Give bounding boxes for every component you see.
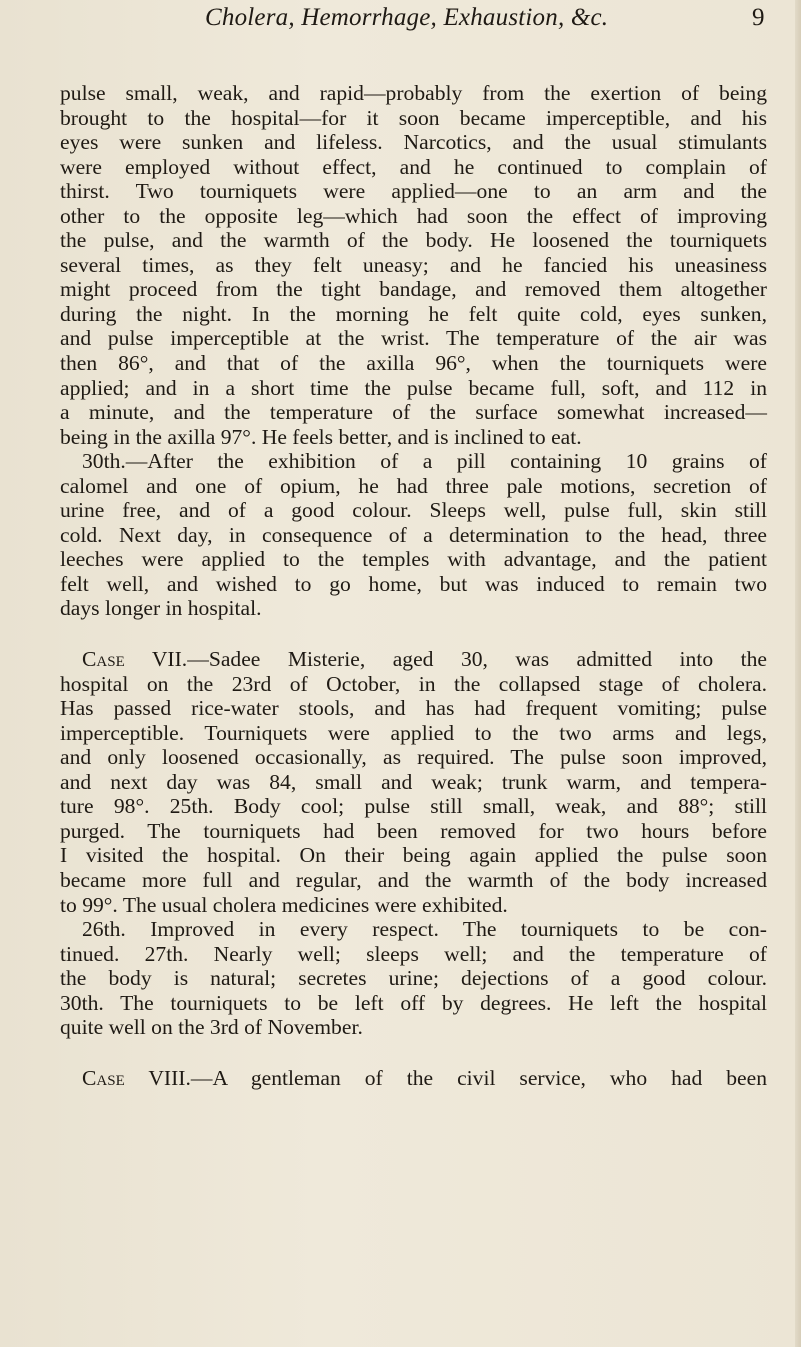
text-line: became more full and regular, and the warmth of the body increased xyxy=(60,867,767,892)
running-title: Cholera, Hemorrhage, Exhaustion, &c. xyxy=(205,4,609,31)
paragraph xyxy=(60,81,767,449)
text-line: ture 98°. 25th. Body cool; pulse still small, weak, and 88°; still xyxy=(60,794,767,819)
text-line: a minute, and the temperature of the surface somewhat increased— xyxy=(60,400,767,425)
text-line xyxy=(60,647,767,672)
case-label: Case VIII. xyxy=(82,1065,191,1090)
text-line: calomel and one of opium, he had three pale motions, secretion of xyxy=(60,473,767,498)
case-paragraph xyxy=(60,647,767,917)
text-line: the pulse, and the warmth of the body. He loosened the tourniquets xyxy=(60,228,767,253)
text-line: hospital on the 23rd of October, in the collapsed stage of cholera. xyxy=(60,671,767,696)
text-line: tinued. 27th. Nearly well; sleeps well; and the temperature of xyxy=(60,941,767,966)
text-line: the body is natural; secretes urine; dejections of a good colour. xyxy=(60,966,767,991)
text-line: eyes were sunken and lifeless. Narcotics, and the usual stimulants xyxy=(60,130,767,155)
text-line: thirst. Two tourniquets were applied—one to an arm and the xyxy=(60,179,767,204)
text-line: might proceed from the tight bandage, and removed them altogether xyxy=(60,277,767,302)
text-line: quite well on the 3rd of November. xyxy=(60,1015,363,1040)
text-line xyxy=(60,1066,767,1091)
paragraph xyxy=(60,449,767,621)
text-line: several times, as they felt uneasy; and he fancied his uneasiness xyxy=(60,252,767,277)
paragraph-gap xyxy=(60,621,767,647)
text-line: brought to the hospital—for it soon became imperceptible, and his xyxy=(60,105,767,130)
text-line: leeches were applied to the temples with advantage, and the patient xyxy=(60,547,767,572)
page-header xyxy=(0,4,801,44)
text-line: to 99°. The usual cholera medicines were exhibited. xyxy=(60,892,508,917)
text-line: days longer in hospital. xyxy=(60,596,262,621)
text-line: 30th.—After the exhibition of a pill containing 10 grains of xyxy=(82,449,767,474)
paragraph-gap xyxy=(60,1040,767,1066)
text-line: urine free, and of a good colour. Sleeps well, pulse full, skin still xyxy=(60,498,767,523)
text-line: cold. Next day, in consequence of a determination to the head, three xyxy=(60,522,767,547)
text-line: and pulse imperceptible at the wrist. The temperature of the air was xyxy=(60,326,767,351)
case-label: Case VII. xyxy=(82,647,188,672)
case-text: —Sadee Misterie, aged 30, was admitted into the xyxy=(187,647,768,672)
text-line: and next day was 84, small and weak; trunk warm, and tempera- xyxy=(60,769,767,794)
text-line: felt well, and wished to go home, but was induced to remain two xyxy=(60,571,767,596)
text-line: I visited the hospital. On their being again applied the pulse soon xyxy=(60,843,767,868)
paragraph xyxy=(60,917,767,1040)
text-line: 30th. The tourniquets to be left off by degrees. He left the hospital xyxy=(60,990,767,1015)
text-line: then 86°, and that of the axilla 96°, when the tourniquets were xyxy=(60,351,767,376)
text-line: purged. The tourniquets had been removed for two hours before xyxy=(60,818,767,843)
page-number: 9 xyxy=(752,4,765,31)
body-text xyxy=(60,81,767,1090)
text-line: being in the axilla 97°. He feels better, and is inclined to eat. xyxy=(60,424,582,449)
case-paragraph xyxy=(60,1066,767,1091)
text-line: during the night. In the morning he felt quite cold, eyes sunken, xyxy=(60,301,767,326)
text-line: imperceptible. Tourniquets were applied to the two arms and legs, xyxy=(60,720,767,745)
text-line: applied; and in a short time the pulse became full, soft, and 112 in xyxy=(60,375,767,400)
case-text: —A gentleman of the civil service, who had been xyxy=(190,1065,767,1090)
text-line: other to the opposite leg—which had soon the effect of improving xyxy=(60,203,767,228)
text-line: and only loosened occasionally, as required. The pulse soon improved, xyxy=(60,745,767,770)
text-line: pulse small, weak, and rapid—probably from the exertion of being xyxy=(60,81,767,105)
text-line: Has passed rice-water stools, and has had frequent vomiting; pulse xyxy=(60,696,767,721)
page-edge xyxy=(795,0,801,1347)
text-line: 26th. Improved in every respect. The tourniquets to be con- xyxy=(82,917,767,942)
text-line: were employed without effect, and he continued to complain of xyxy=(60,154,767,179)
